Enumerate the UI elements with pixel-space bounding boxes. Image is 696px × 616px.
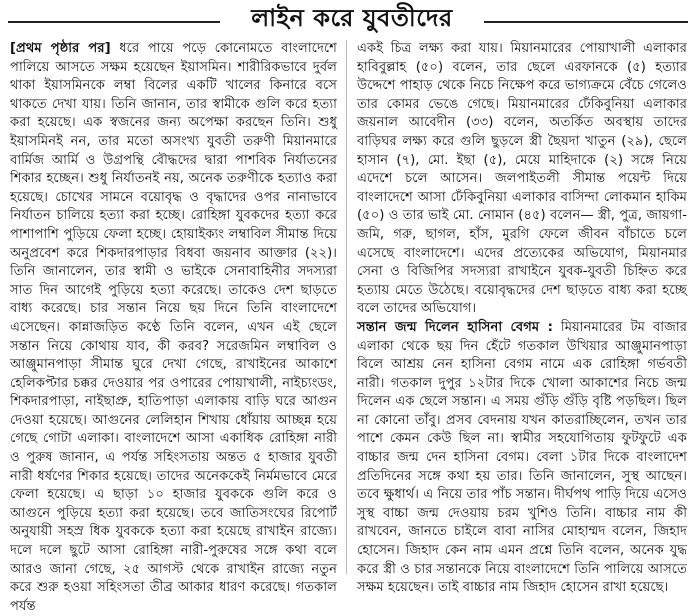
article-paragraph [10,40,337,616]
jump-label: [প্রথম পৃষ্ঠার পর] [10,41,111,56]
headline: লাইন করে যুবতীদের [251,4,453,32]
paragraph-text: ধরে পায়ে পড়ে কোনোমতে বাংলাদেশে পালিয়ে আসতে সক্ষম হয়েছেন ইয়াসমিন। শারীরিকভাবে দুর্বল থাকা ইয়াসমিনকে লম্বা বিলের একটি খালের কিনারে বসে থাকতে দেখা যায়। তিনি জানান, তার স্বামীকে গুলি করে হত্যা করা হয়েছে। এক স্বজনের জন্য অপেক্ষা করছেন তিনি। শুধু ইয়াসমিনই নন, তার মতো অসংখ্য যুবতী তরুণী মিয়ানমারে বার্মিজ আর্মি ও উগ্রপন্থি বৌদ্ধদের দ্বারা পাশবিক নির্যাতনের শিকার হচ্ছেন। শুধু নির্যাতনই নয়, অনেক তরুণীকে হত্যাও করা হয়েছে। চোখের সামনে বয়োবৃদ্ধ ও বৃদ্ধাদের ওপর নানাভাবে নির্যাতন চালিয়ে হত্যা করা হচ্ছে। রোহিঙ্গা যুবকদের হত্যা করে পাশাপাশি পুড়িয়ে ফেলা হচ্ছে। হোয়াইক্যং লম্বাবিল সীমান্ত দিয়ে অনুপ্রবেশ করে শিকদারপাড়ার বিধবা জয়নাব আক্তার (২২)। তিনি জানালেন, তার স্বামী ও ভাইকে সেনাবাহিনীর সদস্যরা সাত দিন আগেই পুড়িয়ে হত্যা করেছে। তাকেও দেশ ছাড়তে বাধ্য করেছে। চার সন্তান নিয়ে ছয় দিনে তিনি বাংলাদেশে এসেছেন। কান্নাজড়িত কণ্ঠে তিনি বলেন, এখন এই ছেলে সন্তান নিয়ে কোথায় যাব, কী করব? সরেজমিন লম্বাবিল ও আঞ্জুমানপাড়া সীমান্ত ঘুরে দেখা গেছে, রাখাইনের আকাশে হেলিকপ্টার চক্কর দেওয়ার পর ওপারের পোয়াখালী, নাইচ্যংডং, শিকদারপাড়া, নাইছাপ্রু, হাতিপাড়া এলাকায় বাড়ি ঘরে আগুন দেওয়া হয়েছে। আগুনের লেলিহান শিখায় ধোঁয়ায় আচ্ছন্ন হয়ে গেছে গোটা এলাকা। বাংলাদেশে আসা একাধিক রোহিঙ্গা নারী ও পুরুষ জানান, এ পর্যন্ত সহিংসতায় অন্তত ৫ হাজার যুবতী নারী ধর্ষণের শিকার হয়েছে। তাদের অনেককেই নির্মমভাবে মেরে ফেলা হয়েছে। এ ছাড়া ১০ হাজার যুবককে গুলি করে ও আগুনে পুড়িয়ে হত্যা করা হয়েছে। তবে জাতিসংঘের রিপোর্ট অনুযায়ী সহস্র ধিক যুবককে হত্যা করা হয়েছে রাখাইন রাজ্যে। দলে দলে ছুটে আসা রোহিঙ্গা নারী-পুরুষের সঙ্গে কথা বলে আরও জানা গেছে, ২৫ আগস্ট থেকে রাখাইন রাজ্যে নতুন করে শুরু হওয়া সহিংসতা তীব্র আকার ধারণ করেছে। গতকাল পর্যন্ত [10,41,337,614]
column-divider [346,40,347,574]
headline-rule-right [484,21,688,23]
article-column-right [357,40,688,596]
article-header [0,0,696,34]
article-paragraph: একই চিত্র লক্ষ্য করা যায়। মিয়ানমারের পোয়াখালী এলাকার হাবিবুল্লাহ (৫০) বলেন, তার ছেলে এরফানকে (৫) হত্যার উদ্দেশে পাহাড় থেকে নিচে নিক্ষেপ করে ভাগ্যক্রমে বেঁচে গেলেও তার কোমর ভেঙে গেছে। মিয়ানমারের ঢেঁকিবুনিয়া এলাকার জয়নাল আবেদীন (৩৩) বলেন, অতর্কিত অবস্থায় তাদের বাড়িঘর লক্ষ্য করে গুলি ছুড়লে স্ত্রী ছৈয়দা খাতুন (২৯), ছেলে হাসান (৭), মো. ইছা (৫), মেয়ে মাহিদাকে (২) সঙ্গে নিয়ে এদেশে চলে আসেন। জলপাইতলী সীমান্ত পয়েন্ট দিয়ে বাংলাদেশে আসা ঢেঁকিবুনিয়া এলাকার বাসিন্দা লোকমান হাকিম (৫০) ও তার ভাই মো. নোমান (৪৫) বলেন— স্ত্রী, পুত্র, জায়গা-জমি, গরু, ছাগল, হাঁস, মুরগি ফেলে জীবন বাঁচাতে চলে এসেছে বাংলাদেশে। এদের প্রত্যেকের অভিযোগ, মিয়ানমার সেনা ও বিজিপির সদস্যরা রাখাইনে যুবক-যুবতী চিহ্নিত করে হত্যায় মেতে উঠেছে। বয়োবৃদ্ধদের দেশ ছাড়তে বাধ্য করা হচ্ছে বলে তাদের অভিযোগ। [357,41,687,317]
article-column-left [10,40,337,614]
headline-rule-left [8,21,220,23]
article-paragraph [357,319,687,598]
paragraph-text: মিয়ানমারের টম বাজার এলাকা থেকে ছয় দিন হেঁটে গতকাল উখিয়ার আঞ্জুমানপাড়া বিলে আশ্রয় নেন হাসিনা বেগম নামে এক রোহিঙ্গা গর্ভবতী নারী। গতকাল দুপুর ১২টার দিকে খোলা আকাশের নিচে জন্ম দিলেন এক ছেলে সন্তান। এ সময় গুঁড়ি গুঁড়ি বৃষ্টি পড়ছিল। ছিল না কোনো তাঁবু। প্রসব বেদনায় যখন কাতরাচ্ছিলেন, তখন তার পাশে কেমন কেউ ছিল না। স্বামীর সহযোগিতায় ফুটফুটে এক বাচ্চার জন্ম দেন হাসিনা বেগম। বেলা ১টার দিকে বাংলাদেশ প্রতিদিনের সঙ্গে কথা হয় তার। তিনি জানালেন, সুস্থ আছেন। তবে ক্ষুধার্থ। এ নিয়ে তার পাঁচ সন্তান। দীর্ঘপথ পাড়ি দিয়ে এসেও সুস্থ বাচ্চা জন্ম দেওয়ায় চরম খুশিও তিনি। বাচ্চার নাম কী রাখবেন, জানতে চাইলে বাবা নাসির মোহাম্মদ বলেন, জিহাদ হোসেন। জিহাদ কেন নাম এমন প্রশ্নে তিনি বলেন, অনেক যুদ্ধ করে স্ত্রী ও চার সন্তানকে নিয়ে বাংলাদেশে তিনি পালিয়ে আসতে সক্ষম হয়েছেন। তাই বাচ্চার নাম জিহাদ হোসেন রাখা হয়েছে। [357,319,688,596]
section-subhead: সন্তান জন্ম দিলেন হাসিনা বেগম : [357,319,553,335]
